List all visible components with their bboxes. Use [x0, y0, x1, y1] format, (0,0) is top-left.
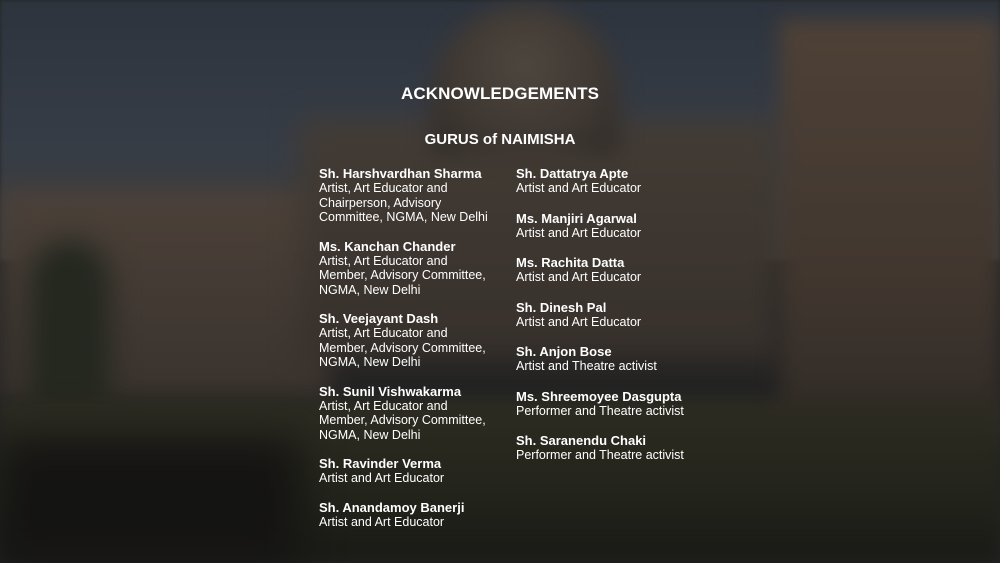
guru-name: Sh. Anjon Bose [516, 344, 612, 359]
guru-name: Sh. Dinesh Pal [516, 299, 607, 315]
guru-role-line: Artist and Art Educator [516, 181, 642, 195]
guru-name: Sh. Harshvardhan Sharma [319, 166, 482, 181]
guru-role-line: Performer and Theatre activist [516, 448, 684, 462]
page-subtitle: GURUS of NAIMISHA [424, 131, 576, 148]
guru-name: Sh. Saranendu Chaki [516, 433, 647, 448]
guru-role-line: NGMA, New Delhi [319, 427, 421, 442]
guru-name: Sh. Ravinder Verma [319, 456, 442, 471]
guru-role-line: Artist, Art Educator and [319, 398, 448, 413]
guru-role-line: Artist and Art Educator [516, 270, 642, 284]
guru-role-line: Artist, Art Educator and [319, 181, 448, 195]
guru-role-line: Artist and Theatre activist [516, 359, 657, 373]
page-title: ACKNOWLEDGEMENTS [400, 84, 600, 103]
guru-role-line: Member, Advisory Committee, [319, 413, 486, 427]
guru-role-line: Artist and Art Educator [319, 514, 445, 529]
guru-role-line: Artist and Art Educator [516, 225, 642, 240]
guru-role-line: Member, Advisory Committee, [319, 340, 486, 355]
guru-entry [516, 389, 716, 419]
gurus-list-left [319, 166, 509, 543]
guru-name: Ms. Kanchan Chander [319, 238, 456, 254]
guru-entry [319, 384, 509, 443]
guru-role-line: Performer and Theatre activist [516, 403, 684, 418]
guru-role-line: Committee, NGMA, New Delhi [319, 210, 488, 224]
guru-role-line: NGMA, New Delhi [319, 355, 421, 369]
guru-role-line: Chairperson, Advisory [319, 195, 442, 210]
guru-entry [319, 500, 509, 530]
guru-entry [516, 166, 716, 196]
guru-entry [319, 239, 509, 298]
gurus-list-right [516, 166, 716, 478]
guru-name: Sh. Dattatrya Apte [516, 166, 629, 181]
guru-role-line: Artist, Art Educator and [319, 253, 448, 268]
guru-entry [319, 311, 509, 370]
guru-entry [516, 300, 716, 330]
guru-entry [516, 433, 716, 463]
guru-name: Sh. Anandamoy Banerji [319, 499, 465, 515]
guru-name: Ms. Rachita Datta [516, 255, 625, 270]
guru-entry [516, 255, 716, 285]
guru-role-line: Artist and Art Educator [516, 314, 642, 329]
guru-entry [319, 166, 509, 225]
guru-entry [319, 456, 509, 486]
guru-entry [516, 344, 716, 374]
guru-name: Sh. Sunil Vishwakarma [319, 383, 462, 399]
guru-name: Ms. Manjiri Agarwal [516, 210, 637, 226]
guru-name: Sh. Veejayant Dash [319, 311, 439, 326]
guru-name: Ms. Shreemoyee Dasgupta [516, 388, 682, 404]
guru-role-line: Member, Advisory Committee, [319, 268, 486, 282]
guru-entry [516, 211, 716, 241]
guru-role-line: NGMA, New Delhi [319, 282, 421, 297]
guru-role-line: Artist and Art Educator [319, 471, 445, 485]
guru-role-line: Artist, Art Educator and [319, 326, 448, 340]
